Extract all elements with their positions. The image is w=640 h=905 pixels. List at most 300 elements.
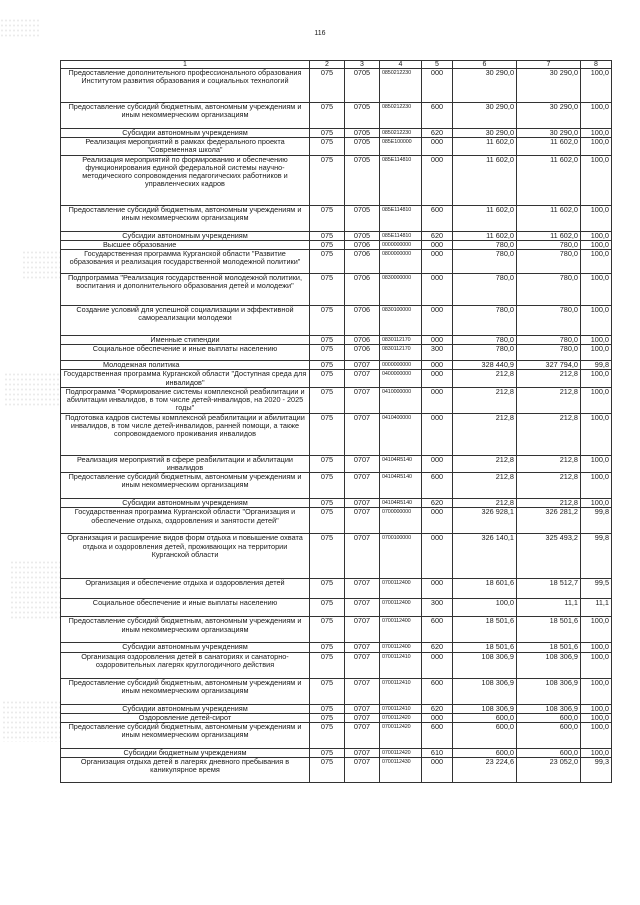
row-percent: 99,3 (581, 758, 612, 783)
row-planned: 30 290,0 (453, 129, 517, 138)
row-planned: 18 501,6 (453, 643, 517, 652)
page-number: 116 (314, 30, 326, 37)
row-name (61, 69, 310, 103)
row-percent: 100,0 (581, 652, 612, 678)
row-executed: 30 290,0 (517, 129, 581, 138)
row-target-article: 0850212230 (380, 103, 422, 129)
row-ved: 075 (310, 723, 345, 749)
header-cell: 7 (517, 61, 581, 69)
table-row (61, 499, 612, 508)
row-target-article: 0800000000 (380, 250, 422, 274)
row-expense-type: 000 (422, 250, 453, 274)
row-percent: 100,0 (581, 250, 612, 274)
row-name (61, 250, 310, 274)
row-percent: 100,0 (581, 69, 612, 103)
row-target-article: 0700112410 (380, 704, 422, 713)
scan-noise (22, 250, 60, 280)
row-ved: 075 (310, 534, 345, 579)
row-target-article: 0410400000 (380, 413, 422, 455)
row-section: 0707 (345, 473, 380, 499)
row-planned: 23 224,6 (453, 758, 517, 783)
row-section: 0707 (345, 534, 380, 579)
row-name-text: Субсидии автономным учреждениям (122, 498, 248, 508)
row-executed: 780,0 (517, 336, 581, 345)
row-target-article: 0830112170 (380, 336, 422, 345)
row-ved: 075 (310, 345, 345, 361)
row-percent: 100,0 (581, 749, 612, 758)
row-executed: 30 290,0 (517, 103, 581, 129)
row-ved: 075 (310, 205, 345, 231)
row-target-article: 0830100000 (380, 306, 422, 336)
row-section: 0707 (345, 455, 380, 472)
row-section: 0705 (345, 129, 380, 138)
row-name (61, 678, 310, 704)
row-name (61, 155, 310, 205)
table-row (61, 138, 612, 155)
row-name-text: Организация отдыха детей в лагерях дневного пребывания в каникулярное время (80, 757, 290, 775)
table-row (61, 508, 612, 534)
row-target-article: 0700112410 (380, 678, 422, 704)
row-target-article: 085E100000 (380, 138, 422, 155)
row-section: 0707 (345, 499, 380, 508)
row-name-text: Субсидии автономным учреждениям (122, 231, 248, 240)
row-executed: 325 493,2 (517, 534, 581, 579)
row-ved: 075 (310, 713, 345, 722)
row-percent: 100,0 (581, 413, 612, 455)
row-planned: 108 306,9 (453, 704, 517, 713)
row-ved: 075 (310, 336, 345, 345)
row-ved: 075 (310, 274, 345, 306)
row-target-article: 04104R5140 (380, 455, 422, 472)
table-row (61, 345, 612, 361)
row-expense-type: 600 (422, 617, 453, 643)
row-name-text: Субсидии автономным учреждениям (122, 128, 248, 137)
row-planned: 212,8 (453, 473, 517, 499)
row-percent: 100,0 (581, 345, 612, 361)
row-target-article: 0700112420 (380, 723, 422, 749)
row-section: 0707 (345, 617, 380, 643)
row-executed: 18 512,7 (517, 579, 581, 599)
row-name-text: Государственная программа Курганской области "Доступная среда для инвалидов" (63, 369, 307, 387)
table-body (61, 69, 612, 783)
row-executed: 212,8 (517, 499, 581, 508)
row-section: 0707 (345, 713, 380, 722)
row-name (61, 345, 310, 361)
row-percent: 100,0 (581, 643, 612, 652)
row-name (61, 579, 310, 599)
row-name (61, 240, 310, 249)
row-name-text: Именные стипендии (150, 335, 220, 345)
row-percent: 100,0 (581, 678, 612, 704)
row-expense-type: 620 (422, 499, 453, 508)
row-percent: 100,0 (581, 713, 612, 722)
row-expense-type: 600 (422, 678, 453, 704)
row-name (61, 387, 310, 413)
row-planned: 780,0 (453, 250, 517, 274)
row-expense-type: 620 (422, 231, 453, 240)
row-expense-type: 000 (422, 336, 453, 345)
row-target-article: 04104R5140 (380, 499, 422, 508)
row-target-article: 0700112420 (380, 713, 422, 722)
row-target-article: 0400000000 (380, 370, 422, 387)
row-name (61, 723, 310, 749)
row-executed: 11 602,0 (517, 231, 581, 240)
row-section: 0707 (345, 704, 380, 713)
row-section: 0705 (345, 205, 380, 231)
table-row (61, 723, 612, 749)
row-percent: 100,0 (581, 306, 612, 336)
row-name (61, 455, 310, 472)
row-name-text: Высшее образование (103, 240, 177, 249)
row-name-text: Молодежная политика (103, 360, 180, 370)
row-name-text: Предоставление субсидий бюджетным, автономным учреждениям и иным некоммерческим организациям (68, 678, 302, 695)
row-section: 0705 (345, 103, 380, 129)
row-section: 0707 (345, 758, 380, 783)
row-percent: 100,0 (581, 499, 612, 508)
row-executed: 326 281,2 (517, 508, 581, 534)
row-ved: 075 (310, 129, 345, 138)
row-percent: 100,0 (581, 704, 612, 713)
row-name (61, 713, 310, 722)
row-expense-type: 000 (422, 155, 453, 205)
row-executed: 11 602,0 (517, 205, 581, 231)
row-section: 0707 (345, 413, 380, 455)
row-executed: 600,0 (517, 749, 581, 758)
row-ved: 075 (310, 231, 345, 240)
table-row (61, 652, 612, 678)
row-target-article: 0000000000 (380, 361, 422, 370)
row-ved: 075 (310, 103, 345, 129)
row-name-text: Организация оздоровления детей в санаториях и санаторно-оздоровительных лагерях круглогодичного действия (81, 652, 289, 669)
table-row (61, 370, 612, 387)
row-percent: 100,0 (581, 370, 612, 387)
row-name-text: Подготовка кадров системы комплексной реабилитации и абилитации инвалидов, в том числе детей-инвалидов, ранней помощи, а также сопровождаемого проживания инвалидов (65, 413, 305, 439)
row-target-article: 0700112410 (380, 652, 422, 678)
row-target-article: 0700112400 (380, 617, 422, 643)
row-expense-type: 000 (422, 306, 453, 336)
row-name (61, 306, 310, 336)
row-ved: 075 (310, 250, 345, 274)
scan-noise (2, 700, 60, 742)
row-name-text: Предоставление субсидий бюджетным, автономным учреждениям и иным некоммерческим организациям (68, 616, 302, 634)
row-section: 0706 (345, 240, 380, 249)
row-planned: 600,0 (453, 723, 517, 749)
row-executed: 780,0 (517, 274, 581, 306)
row-percent: 100,0 (581, 274, 612, 306)
row-planned: 600,0 (453, 749, 517, 758)
row-name-text: Организация и расширение видов форм отдыха и повышение охвата отдыха и оздоровления детей, проживающих на территории Курганской области (67, 533, 303, 559)
row-name (61, 205, 310, 231)
row-executed: 18 501,6 (517, 643, 581, 652)
table-row (61, 231, 612, 240)
row-target-article: 0700000000 (380, 508, 422, 534)
row-name (61, 370, 310, 387)
budget-table (60, 60, 612, 783)
row-ved: 075 (310, 413, 345, 455)
row-ved: 075 (310, 704, 345, 713)
row-expense-type: 000 (422, 370, 453, 387)
row-planned: 600,0 (453, 713, 517, 722)
row-expense-type: 620 (422, 704, 453, 713)
row-name-text: Предоставление дополнительного профессионального образования Институтом развития образования и социальных технологий (68, 68, 302, 86)
row-percent: 100,0 (581, 387, 612, 413)
row-name-text: Субсидии бюджетным учреждениям (123, 748, 247, 758)
row-percent: 11,1 (581, 599, 612, 617)
row-name-text: Государственная программа Курганской области "Развитие образования и реализация государственной молодежной политики" (69, 249, 301, 267)
row-target-article: 0700112400 (380, 579, 422, 599)
row-ved: 075 (310, 758, 345, 783)
row-executed: 11,1 (517, 599, 581, 617)
row-name-text: Создание условий для успешной социализации и эффективной самореализации молодежи (76, 305, 294, 323)
row-target-article: 0700112400 (380, 599, 422, 617)
row-name-text: Субсидии автономным учреждениям (122, 642, 248, 652)
row-ved: 075 (310, 579, 345, 599)
table-row (61, 579, 612, 599)
table-row (61, 129, 612, 138)
row-planned: 11 602,0 (453, 155, 517, 205)
row-name (61, 508, 310, 534)
row-planned: 18 501,6 (453, 617, 517, 643)
row-name-text: Подпрограмма "Реализация государственной молодежной политики, воспитания и дополнительного образования детей и молодежи" (68, 273, 302, 291)
row-expense-type: 000 (422, 713, 453, 722)
row-percent: 100,0 (581, 155, 612, 205)
row-target-article: 04104R5140 (380, 473, 422, 499)
row-ved: 075 (310, 652, 345, 678)
row-section: 0706 (345, 306, 380, 336)
row-planned: 212,8 (453, 455, 517, 472)
row-percent: 100,0 (581, 129, 612, 138)
row-name (61, 758, 310, 783)
row-executed: 600,0 (517, 723, 581, 749)
row-percent: 100,0 (581, 240, 612, 249)
row-expense-type: 000 (422, 534, 453, 579)
row-expense-type: 300 (422, 599, 453, 617)
table-row (61, 361, 612, 370)
row-expense-type: 000 (422, 579, 453, 599)
row-ved: 075 (310, 69, 345, 103)
row-executed: 11 602,0 (517, 138, 581, 155)
row-expense-type: 000 (422, 361, 453, 370)
row-ved: 075 (310, 240, 345, 249)
row-section: 0707 (345, 370, 380, 387)
row-planned: 18 601,6 (453, 579, 517, 599)
row-name-text: Предоставление субсидий бюджетным, автономным учреждениям и иным некоммерческим организациям (68, 472, 302, 490)
row-name (61, 231, 310, 240)
row-target-article: 0700112420 (380, 749, 422, 758)
row-ved: 075 (310, 678, 345, 704)
table-row (61, 387, 612, 413)
row-name-text: Государственная программа Курганской области "Организация и обеспечение отдыха, оздоровления и занятости детей" (74, 507, 296, 525)
row-section: 0705 (345, 231, 380, 240)
row-ved: 075 (310, 749, 345, 758)
table-row (61, 599, 612, 617)
row-executed: 18 501,6 (517, 617, 581, 643)
row-planned: 108 306,9 (453, 678, 517, 704)
row-executed: 11 602,0 (517, 155, 581, 205)
row-executed: 108 306,9 (517, 652, 581, 678)
row-planned: 780,0 (453, 240, 517, 249)
row-name (61, 617, 310, 643)
row-percent: 100,0 (581, 138, 612, 155)
row-expense-type: 000 (422, 652, 453, 678)
row-ved: 075 (310, 370, 345, 387)
row-name-text: Оздоровление детей-сирот (138, 713, 232, 722)
header-cell: 6 (453, 61, 517, 69)
row-name (61, 129, 310, 138)
row-name (61, 361, 310, 370)
header-cell: 1 (61, 61, 310, 69)
row-section: 0707 (345, 361, 380, 370)
row-name-text: Субсидии автономным учреждениям (122, 704, 248, 713)
row-planned: 30 290,0 (453, 69, 517, 103)
row-expense-type: 000 (422, 387, 453, 413)
row-ved: 075 (310, 473, 345, 499)
row-section: 0707 (345, 723, 380, 749)
row-executed: 780,0 (517, 250, 581, 274)
row-name-text: Предоставление субсидий бюджетным, автономным учреждениям и иным некоммерческим организациям (68, 102, 302, 120)
row-name (61, 103, 310, 129)
row-ved: 075 (310, 508, 345, 534)
row-section: 0707 (345, 387, 380, 413)
row-name (61, 413, 310, 455)
row-executed: 212,8 (517, 413, 581, 455)
row-planned: 11 602,0 (453, 205, 517, 231)
header-cell: 3 (345, 61, 380, 69)
row-section: 0707 (345, 508, 380, 534)
header-cell: 2 (310, 61, 345, 69)
row-executed: 780,0 (517, 240, 581, 249)
row-executed: 600,0 (517, 713, 581, 722)
table-row (61, 240, 612, 249)
row-planned: 212,8 (453, 370, 517, 387)
row-section: 0706 (345, 250, 380, 274)
row-name (61, 599, 310, 617)
row-expense-type: 000 (422, 138, 453, 155)
row-executed: 23 052,0 (517, 758, 581, 783)
row-target-article: 0850212230 (380, 69, 422, 103)
row-expense-type: 620 (422, 129, 453, 138)
table-row (61, 69, 612, 103)
row-expense-type: 000 (422, 240, 453, 249)
table-row (61, 155, 612, 205)
table-row (61, 103, 612, 129)
table-row (61, 534, 612, 579)
header-cell: 4 (380, 61, 422, 69)
row-name-text: Реализация мероприятий в сфере реабилитации и абилитации инвалидов (77, 455, 293, 473)
row-name (61, 138, 310, 155)
table-row (61, 758, 612, 783)
row-name-text: Социальное обеспечение и иные выплаты населению (92, 344, 278, 354)
row-ved: 075 (310, 455, 345, 472)
row-executed: 780,0 (517, 345, 581, 361)
table-row (61, 678, 612, 704)
row-name (61, 274, 310, 306)
row-section: 0706 (345, 345, 380, 361)
header-cell: 8 (581, 61, 612, 69)
row-planned: 11 602,0 (453, 231, 517, 240)
table-row (61, 336, 612, 345)
table-row (61, 274, 612, 306)
row-name-text: Реализация мероприятий по формированию и обеспечению функционирования единой федеральной системы научно-методического сопровождения педагогических работников и управленческих кадров (82, 155, 288, 189)
row-target-article: 0830112170 (380, 345, 422, 361)
row-executed: 780,0 (517, 306, 581, 336)
table-row (61, 413, 612, 455)
row-executed: 108 306,9 (517, 704, 581, 713)
row-percent: 99,5 (581, 579, 612, 599)
table-row (61, 704, 612, 713)
row-ved: 075 (310, 361, 345, 370)
table-row (61, 643, 612, 652)
row-percent: 100,0 (581, 723, 612, 749)
row-section: 0707 (345, 749, 380, 758)
row-target-article: 085E114810 (380, 205, 422, 231)
table-row (61, 713, 612, 722)
row-target-article: 085E114810 (380, 231, 422, 240)
scan-noise (10, 560, 60, 620)
table-row (61, 250, 612, 274)
row-target-article: 0850212230 (380, 129, 422, 138)
table-row (61, 455, 612, 472)
row-section: 0705 (345, 138, 380, 155)
row-expense-type: 000 (422, 455, 453, 472)
table-row (61, 306, 612, 336)
row-section: 0705 (345, 155, 380, 205)
row-percent: 99,8 (581, 508, 612, 534)
table-row (61, 749, 612, 758)
row-ved: 075 (310, 306, 345, 336)
header-cell: 5 (422, 61, 453, 69)
row-name (61, 499, 310, 508)
row-planned: 780,0 (453, 306, 517, 336)
row-name (61, 534, 310, 579)
row-ved: 075 (310, 155, 345, 205)
table-row (61, 617, 612, 643)
row-name (61, 473, 310, 499)
row-executed: 212,8 (517, 387, 581, 413)
row-percent: 99,8 (581, 534, 612, 579)
row-percent: 100,0 (581, 103, 612, 129)
table-row (61, 473, 612, 499)
row-executed: 30 290,0 (517, 69, 581, 103)
row-target-article: 0700112430 (380, 758, 422, 783)
row-executed: 212,8 (517, 455, 581, 472)
row-expense-type: 300 (422, 345, 453, 361)
row-target-article: 0000000000 (380, 240, 422, 249)
row-ved: 075 (310, 617, 345, 643)
row-name-text: Подпрограмма "Формирование системы комплексной реабилитации и абилитации инвалидов, в том числе детей-инвалидов, на 2020 - 2025 годы" (65, 387, 305, 413)
table-row (61, 205, 612, 231)
row-planned: 100,0 (453, 599, 517, 617)
row-section: 0707 (345, 599, 380, 617)
row-target-article: 0700112400 (380, 643, 422, 652)
row-planned: 11 602,0 (453, 138, 517, 155)
row-expense-type: 600 (422, 473, 453, 499)
row-planned: 326 140,1 (453, 534, 517, 579)
row-expense-type: 600 (422, 205, 453, 231)
row-name-text: Предоставление субсидий бюджетным, автономным учреждениям и иным некоммерческим организациям (68, 205, 302, 222)
row-section: 0705 (345, 69, 380, 103)
row-percent: 100,0 (581, 231, 612, 240)
scan-noise (4, 372, 60, 406)
row-ved: 075 (310, 599, 345, 617)
row-planned: 780,0 (453, 345, 517, 361)
row-planned: 212,8 (453, 387, 517, 413)
row-expense-type: 600 (422, 723, 453, 749)
row-section: 0706 (345, 336, 380, 345)
row-expense-type: 610 (422, 749, 453, 758)
row-planned: 212,8 (453, 413, 517, 455)
row-planned: 108 306,9 (453, 652, 517, 678)
